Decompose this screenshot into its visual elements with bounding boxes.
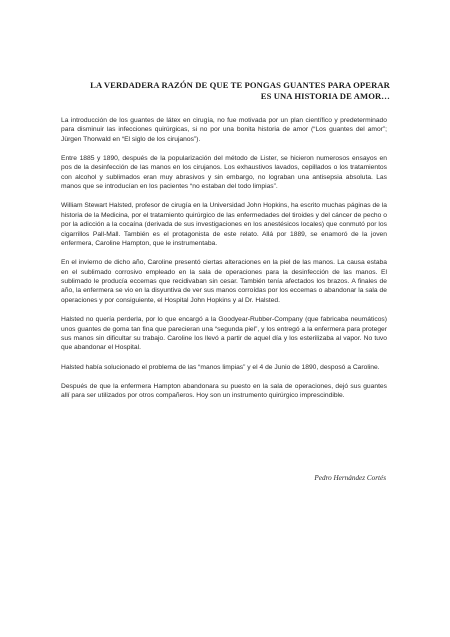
paragraph-legacy: Después de que la enfermera Hampton abandonara su puesto en la sala de operaciones, dejó sus guantes allí para ser utilizados por otros compañeros. Hoy son un instrumento quirúrgico imprescindible. <box>61 382 387 400</box>
paragraph-wedding: Halsted había solucionado el problema de las “manos limpias” y el 4 de Junio de 1890, desposó a Caroline. <box>61 363 380 371</box>
title-line-2: ES UNA HISTORIA DE AMOR… <box>260 91 390 101</box>
paragraph-lister: Entre 1885 y 1890, después de la popularización del método de Lister, se hicieron numerosos ensayos en pos de la desinfección de las manos en los cirujanos. Los exhaustivos lavados, cepillados o los tratamientos con alcohol y sublimados eran muy abrasivos y sin embargo, no lograban una antisepsia absoluta. Las manos que se introducían en los pacientes “no estaban del todo limpias”. <box>61 155 387 191</box>
author-signature: Pedro Hernández Cortés <box>314 474 386 482</box>
document-title <box>60 80 390 102</box>
paragraph-caroline: En el invierno de dicho año, Caroline presentó ciertas alteraciones en la piel de las manos. La causa estaba en el sublimado corrosivo empleado en la sala de operaciones para la desinfección de las manos. El sublimado le producía eccemas que recidivaban sin cesar. También tenía afectados los brazos. A finales de año, la enfermera se vio en la disyuntiva de ver sus manos corroídas por los eccemas o abandonar la sala de operaciones y por consiguiente, el Hospital John Hopkins y al Dr. Halsted. <box>61 259 387 304</box>
title-line-1: LA VERDADERA RAZÓN DE QUE TE PONGAS GUANTES PARA OPERAR <box>90 80 390 90</box>
document-body <box>61 116 387 410</box>
paragraph-halsted: William Stewart Halsted, profesor de cirugía en la Universidad John Hopkins, ha escrito muchas páginas de la historia de la Medicina, por el tratamiento quirúrgico de las enfermedades del tiroides y del cáncer de pecho o por la adicción a la cocaína (derivada de sus investigaciones en los anestésicos locales) que conmutó por los cigarrillos Pall-Mall. También es el protagonista de este relato. Allá por 1889, se enamoró de la joven enfermera, Caroline Hampton, que le instrumentaba. <box>61 202 387 248</box>
paragraph-intro: La introducción de los guantes de látex en cirugía, no fue motivada por un plan científico y predeterminado para disminuir las infecciones quirúrgicas, si no por una bonita historia de amor (“Los guantes del amor”; Jürgen Thorwald en “El siglo de los cirujanos”). <box>61 117 387 143</box>
paragraph-goodyear: Halsted no quería perderla, por lo que encargó a la Goodyear-Rubber-Company (que fabricaba neumáticos) unos guantes de goma tan fina que parecieran una “segunda piel”, y los entregó a la enfermera para proteger sus manos sin dificultar su trabajo. Caroline los llevó a partir de aquel día y los esterilizaba al vapor. No tuvo que abandonar el Hospital. <box>61 316 387 352</box>
